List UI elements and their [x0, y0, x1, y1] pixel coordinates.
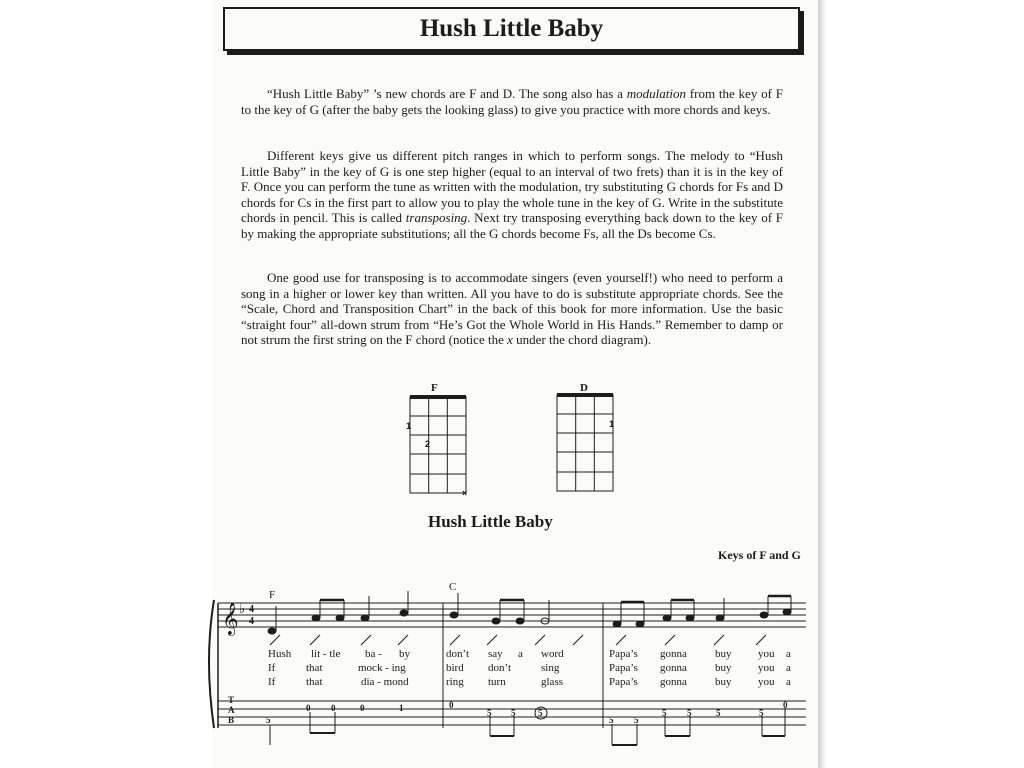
chord-symbol-f: F	[269, 589, 276, 601]
lyric-word: gonna	[660, 648, 687, 660]
tab-fret-number: 0	[306, 703, 311, 713]
lyric-word: by	[399, 648, 410, 660]
keys-label: Keys of F and G	[718, 548, 801, 562]
tab-fret-number: 5	[634, 715, 639, 725]
tab-fret-number: 0	[331, 703, 336, 713]
lyric-word: buy	[715, 648, 732, 660]
lyric-word: If	[268, 662, 276, 674]
lyric-word: don’t	[446, 648, 470, 660]
lyric-word: Papa’s	[609, 676, 638, 688]
lyric-word: that	[306, 662, 323, 674]
chord-diagram-d	[557, 395, 613, 491]
time-signature	[249, 604, 254, 627]
tab-fret-number: 5	[609, 715, 614, 725]
text-run: “Hush Little Baby” ’s new chords are F and D. The song also has a	[267, 86, 627, 101]
text-run: Different keys give us different pitch ranges in which to perform songs. The melody to “Hush Little Baby” in the key of G is one step higher (equal to an interval of two frets) than it is in the key of F. Once you can perform the tune as written with the modulation, try substituting G chords for Fs and D chords for Cs in the first part to allow you to play the whole tune in the key of G. Write in the substitute chords in pencil. This is called	[241, 148, 783, 226]
lyric-word: lit - tle	[311, 648, 341, 660]
lyric-word: don’t	[488, 662, 512, 674]
lyric-word: a	[518, 648, 523, 660]
lyric-word: turn	[488, 676, 506, 688]
lyric-word: Papa’s	[609, 648, 638, 660]
chord-diagram-f	[410, 397, 466, 493]
page-title: Hush Little Baby	[419, 15, 604, 42]
tab-fret-number: 5	[662, 708, 667, 718]
emphasis-term: transposing	[405, 210, 468, 226]
emphasis-term: x	[507, 332, 513, 348]
finger-number: 1	[406, 421, 412, 431]
lyric-word: Hush	[268, 648, 292, 660]
svg-text:4: 4	[249, 616, 254, 627]
lyric-word: that	[306, 676, 323, 688]
chord-d-name: D	[580, 382, 588, 394]
text-run: under the chord diagram).	[512, 332, 652, 348]
lyric-word: say	[488, 648, 503, 660]
emphasis-term: modulation	[626, 86, 686, 101]
lyric-word: you	[758, 676, 775, 688]
chord-f-name: F	[431, 382, 438, 394]
lyric-word: ba -	[365, 648, 382, 660]
lyric-word: you	[758, 648, 775, 660]
tab-fret-number: 5	[487, 708, 492, 718]
text-run: One good use for transposing is to accommodate singers (even yourself!) who need to perform a song in a higher or lower key than written. All you have to do is substitute appropriate chords. See the “Scale, Chord and Transposition Chart” in the back of this book for more information. Use the basic “straight four” all-down strum from “He’s Got the Whole World in His Hands.” Remember to damp or not strum the first string on the F chord (notice the	[241, 270, 783, 348]
lyric-word: glass	[541, 676, 563, 688]
finger-number: 2	[425, 439, 431, 449]
strum-marks	[270, 635, 766, 645]
flat-key-signature-icon: ♭	[239, 602, 246, 617]
lyric-word: buy	[715, 662, 732, 674]
chord-symbol-c: C	[449, 581, 457, 593]
tab-fret-number: 5	[511, 708, 516, 718]
lyric-word: gonna	[660, 662, 687, 674]
text-run: . Next try transposing everything back down to the key of F by making the appropriate substitutions; all the G chords become Fs, all the Ds become Cs.	[241, 210, 784, 241]
tab-fret-number: 1	[399, 703, 404, 713]
tab-letter: B	[228, 715, 235, 725]
finger-number: 1	[609, 419, 615, 429]
tab-fret-number: 0	[449, 700, 454, 710]
lyric-word: sing	[541, 662, 560, 674]
text-run: from the key of F to the key of G (after the baby gets the looking glass) to give you practice with more chords and keys.	[241, 86, 783, 117]
lyric-word: word	[541, 648, 564, 660]
lyric-word: If	[268, 676, 276, 688]
lyric-word: you	[758, 662, 775, 674]
tab-fret-number: 5	[759, 708, 764, 718]
tab-stems	[270, 708, 785, 745]
lyric-word: buy	[715, 676, 732, 688]
tab-fret-number: 5	[687, 708, 692, 718]
lyric-word: ring	[446, 676, 464, 688]
tab-letter: T	[228, 695, 235, 705]
svg-text:4: 4	[249, 604, 254, 615]
lyric-word: gonna	[660, 676, 687, 688]
tab-fret-number: 5	[266, 715, 271, 725]
lyric-word: Papa’s	[609, 662, 638, 674]
tab-fret-number: 0	[783, 700, 788, 710]
melody-notes	[268, 591, 791, 634]
song-title: Hush Little Baby	[428, 512, 553, 531]
tab-fret-number: 5	[538, 708, 543, 718]
lyric-word: a	[786, 676, 791, 688]
lyric-word: dia - mond	[361, 676, 409, 688]
muted-string-mark: ×	[462, 488, 468, 498]
lyric-word: bird	[446, 662, 464, 674]
lyric-word: mock - ing	[358, 662, 406, 674]
treble-clef-icon: 𝄞	[222, 602, 239, 635]
system-brace	[209, 600, 214, 728]
tab-fret-number: 0	[360, 703, 365, 713]
lyric-word: a	[786, 648, 791, 660]
tab-letter: A	[228, 705, 235, 715]
tab-fret-number: 5	[716, 708, 721, 718]
lyric-word: a	[786, 662, 791, 674]
